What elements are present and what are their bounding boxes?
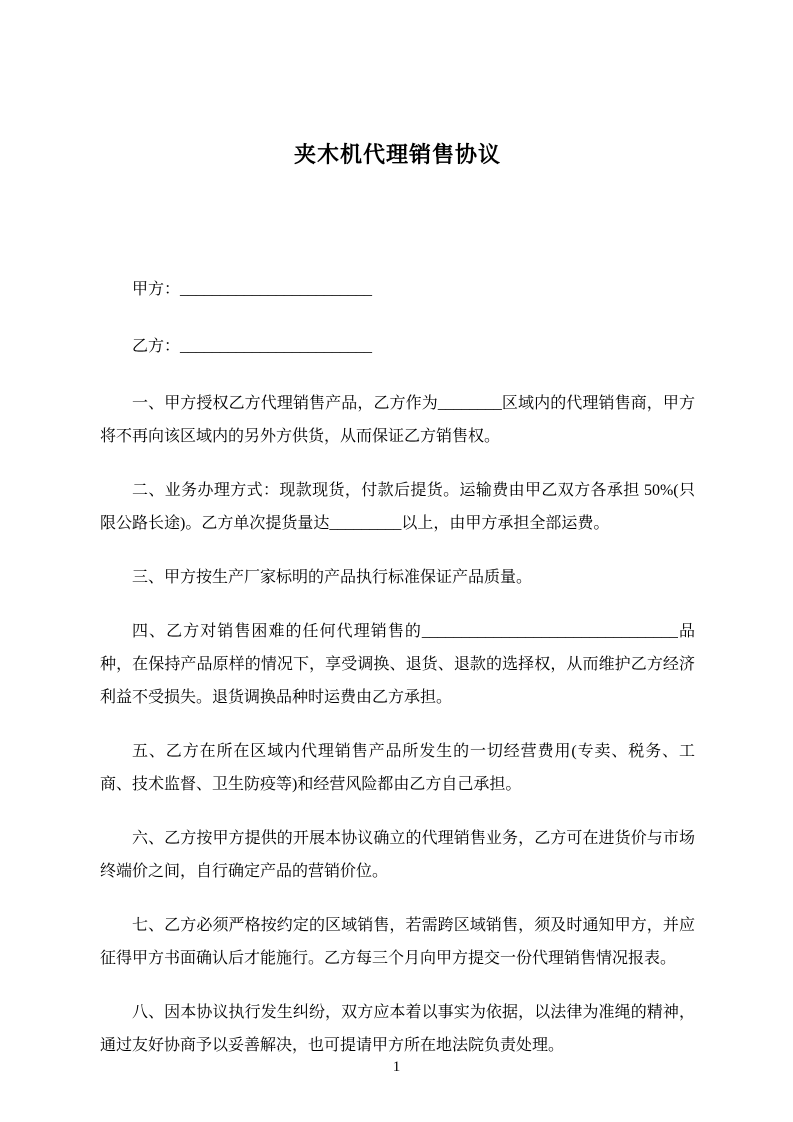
document-title: 夹木机代理销售协议 xyxy=(293,142,501,167)
clause-2: 二、业务办理方式：现款现货，付款后提货。运输费由甲乙双方各承担 50%(只限公路长途)。乙方单次提货量达_________以上，由甲方承担全部运费。 xyxy=(100,482,695,532)
party-b-line xyxy=(100,330,695,363)
party-b-blank: ________________________ xyxy=(180,338,373,355)
clause-8: 八、因本协议执行发生纠纷，双方应本着以事实为依据，以法律为准绳的精神，通过友好协商予以妥善解决，也可提请甲方所在地法院负责处理。 xyxy=(100,1004,695,1054)
party-a-blank: ________________________ xyxy=(180,281,373,298)
clause-1: 一、甲方授权乙方代理销售产品，乙方作为________区域内的代理销售商，甲方将不再向该区域内的另外方供货，从而保证乙方销售权。 xyxy=(100,395,695,445)
party-a-label: 甲方： xyxy=(132,281,181,298)
clause-5: 五、乙方在所在区域内代理销售产品所发生的一切经营费用(专卖、税务、工商、技术监督、卫生防疫等)和经营风险都由乙方自己承担。 xyxy=(100,743,695,793)
clause-7: 七、乙方必须严格按约定的区域销售，若需跨区域销售，须及时通知甲方，并应征得甲方书面确认后才能施行。乙方每三个月向甲方提交一份代理销售情况报表。 xyxy=(100,917,695,967)
clause-6: 六、乙方按甲方提供的开展本协议确立的代理销售业务，乙方可在进货价与市场终端价之间，自行确定产品的营销价位。 xyxy=(100,830,695,880)
party-a-line xyxy=(100,273,695,306)
clause-3: 三、甲方按生产厂家标明的产品执行标准保证产品质量。 xyxy=(132,569,533,586)
clause-4: 四、乙方对销售困难的任何代理销售的________________________________品种，在保持产品原样的情况下，享受调换、退货、退款的选择权，从而维护乙方经济利益不受损失。退货调换品种时运费由乙方承担。 xyxy=(100,623,695,706)
party-b-label: 乙方： xyxy=(132,338,181,355)
page-number: 1 xyxy=(392,1059,401,1075)
